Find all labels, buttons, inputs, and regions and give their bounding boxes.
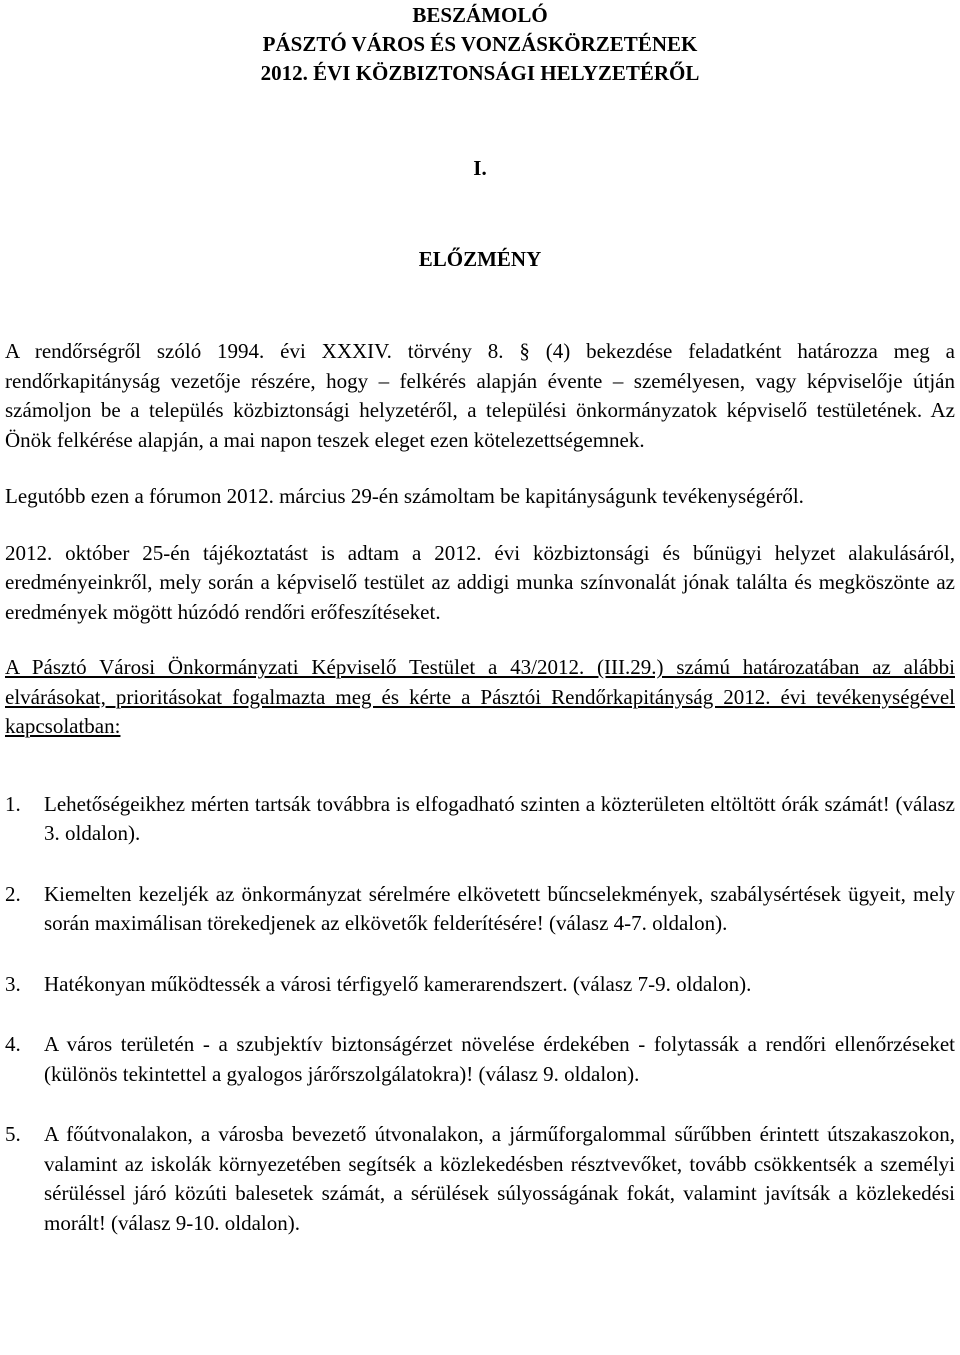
expectations-list xyxy=(5,790,955,1239)
list-item-text: A főútvonalakon, a városba bevezető útvonalakon, a járműforgalommal sűrűbben érintett útszakaszokon, valamint az iskolák környezetében segítsék a közlekedésben résztvevőket, tovább csökkentsék a személyi sérüléssel járó közúti balesetek számát, a sérülések súlyosságának fokát, valamint javítsák a közlekedési morált! (válasz 9-10. oldalon). xyxy=(44,1122,955,1235)
list-item xyxy=(5,790,955,849)
paragraph-october-briefing: 2012. október 25-én tájékoztatást is adtam a 2012. évi közbiztonsági és bűnügyi helyzet alakulásáról, eredményeinkről, mely során a képviselő testület az addigi munka színvonalát jónak találta és megköszönte az eredmények mögött húzódó rendőri erőfeszítéseket. xyxy=(5,540,955,624)
section-number: I. xyxy=(473,156,487,180)
paragraph-council-resolution: A Pásztó Városi Önkormányzati Képviselő Testület a 43/2012. (III.29.) számú határozatában az alábbi elvárásokat, prioritásokat fogalmazta meg és kérte a Pásztói Rendőrkapitányság 2012. évi tevékenységével kapcsolatban: xyxy=(5,655,955,738)
list-item-number: 3. xyxy=(5,971,21,996)
document-page xyxy=(5,0,955,1238)
list-item xyxy=(5,1030,955,1089)
title-line-3: 2012. ÉVI KÖZBIZTONSÁGI HELYZETÉRŐL xyxy=(260,61,700,85)
list-item-number: 4. xyxy=(5,1032,21,1056)
list-item xyxy=(5,880,955,939)
list-item-text: Kiemelten kezeljék az önkormányzat sérelmére elkövetett bűncselekmények, szabálysértések ügyeit, mely során maximálisan törekedjenek az elkövetők felderítésére! (válasz 4-7. oldalon). xyxy=(44,881,955,935)
list-item xyxy=(5,970,955,1000)
section-title: ELŐZMÉNY xyxy=(418,247,542,271)
list-item-number: 2. xyxy=(5,881,21,906)
list-item-text: A város területén - a szubjektív biztonságérzet növelése érdekében - folytassák a rendőri ellenőrzéseket (különös tekintettel a gyalogos járőrszolgálatokra)! (válasz 9. oldalon). xyxy=(44,1032,955,1086)
paragraph-last-report: Legutóbb ezen a fórumon 2012. március 29-én számoltam be kapitányságunk tevékenységéről. xyxy=(5,484,804,508)
title-line-2: PÁSZTÓ VÁROS ÉS VONZÁSKÖRZETÉNEK xyxy=(262,32,698,56)
title-line-1: BESZÁMOLÓ xyxy=(412,3,548,27)
list-item xyxy=(5,1120,955,1238)
list-item-number: 1. xyxy=(5,791,21,816)
list-item-text: Lehetőségeikhez mérten tartsák továbbra is elfogadható szinten a közterületen eltöltött órák számát! (válasz 3. oldalon). xyxy=(44,791,955,845)
list-item-number: 5. xyxy=(5,1122,21,1146)
document-title xyxy=(5,0,955,88)
paragraph-legal-basis: A rendőrségről szóló 1994. évi XXXIV. törvény 8. § (4) bekezdése feladatként határozza meg a rendőrkapitányság vezetője részére, hogy – felkérés alapján évente – személyesen, vagy képviselője útján számoljon be a település közbiztonsági helyzetéről, a települési önkormányzatok képviselő testületének. Az Önök felkérése alapján, a mai napon teszek eleget ezen kötelezettségemnek. xyxy=(5,339,955,452)
list-item-text: Hatékonyan működtessék a városi térfigyelő kamerarendszert. (válasz 7-9. oldalon). xyxy=(44,971,752,996)
